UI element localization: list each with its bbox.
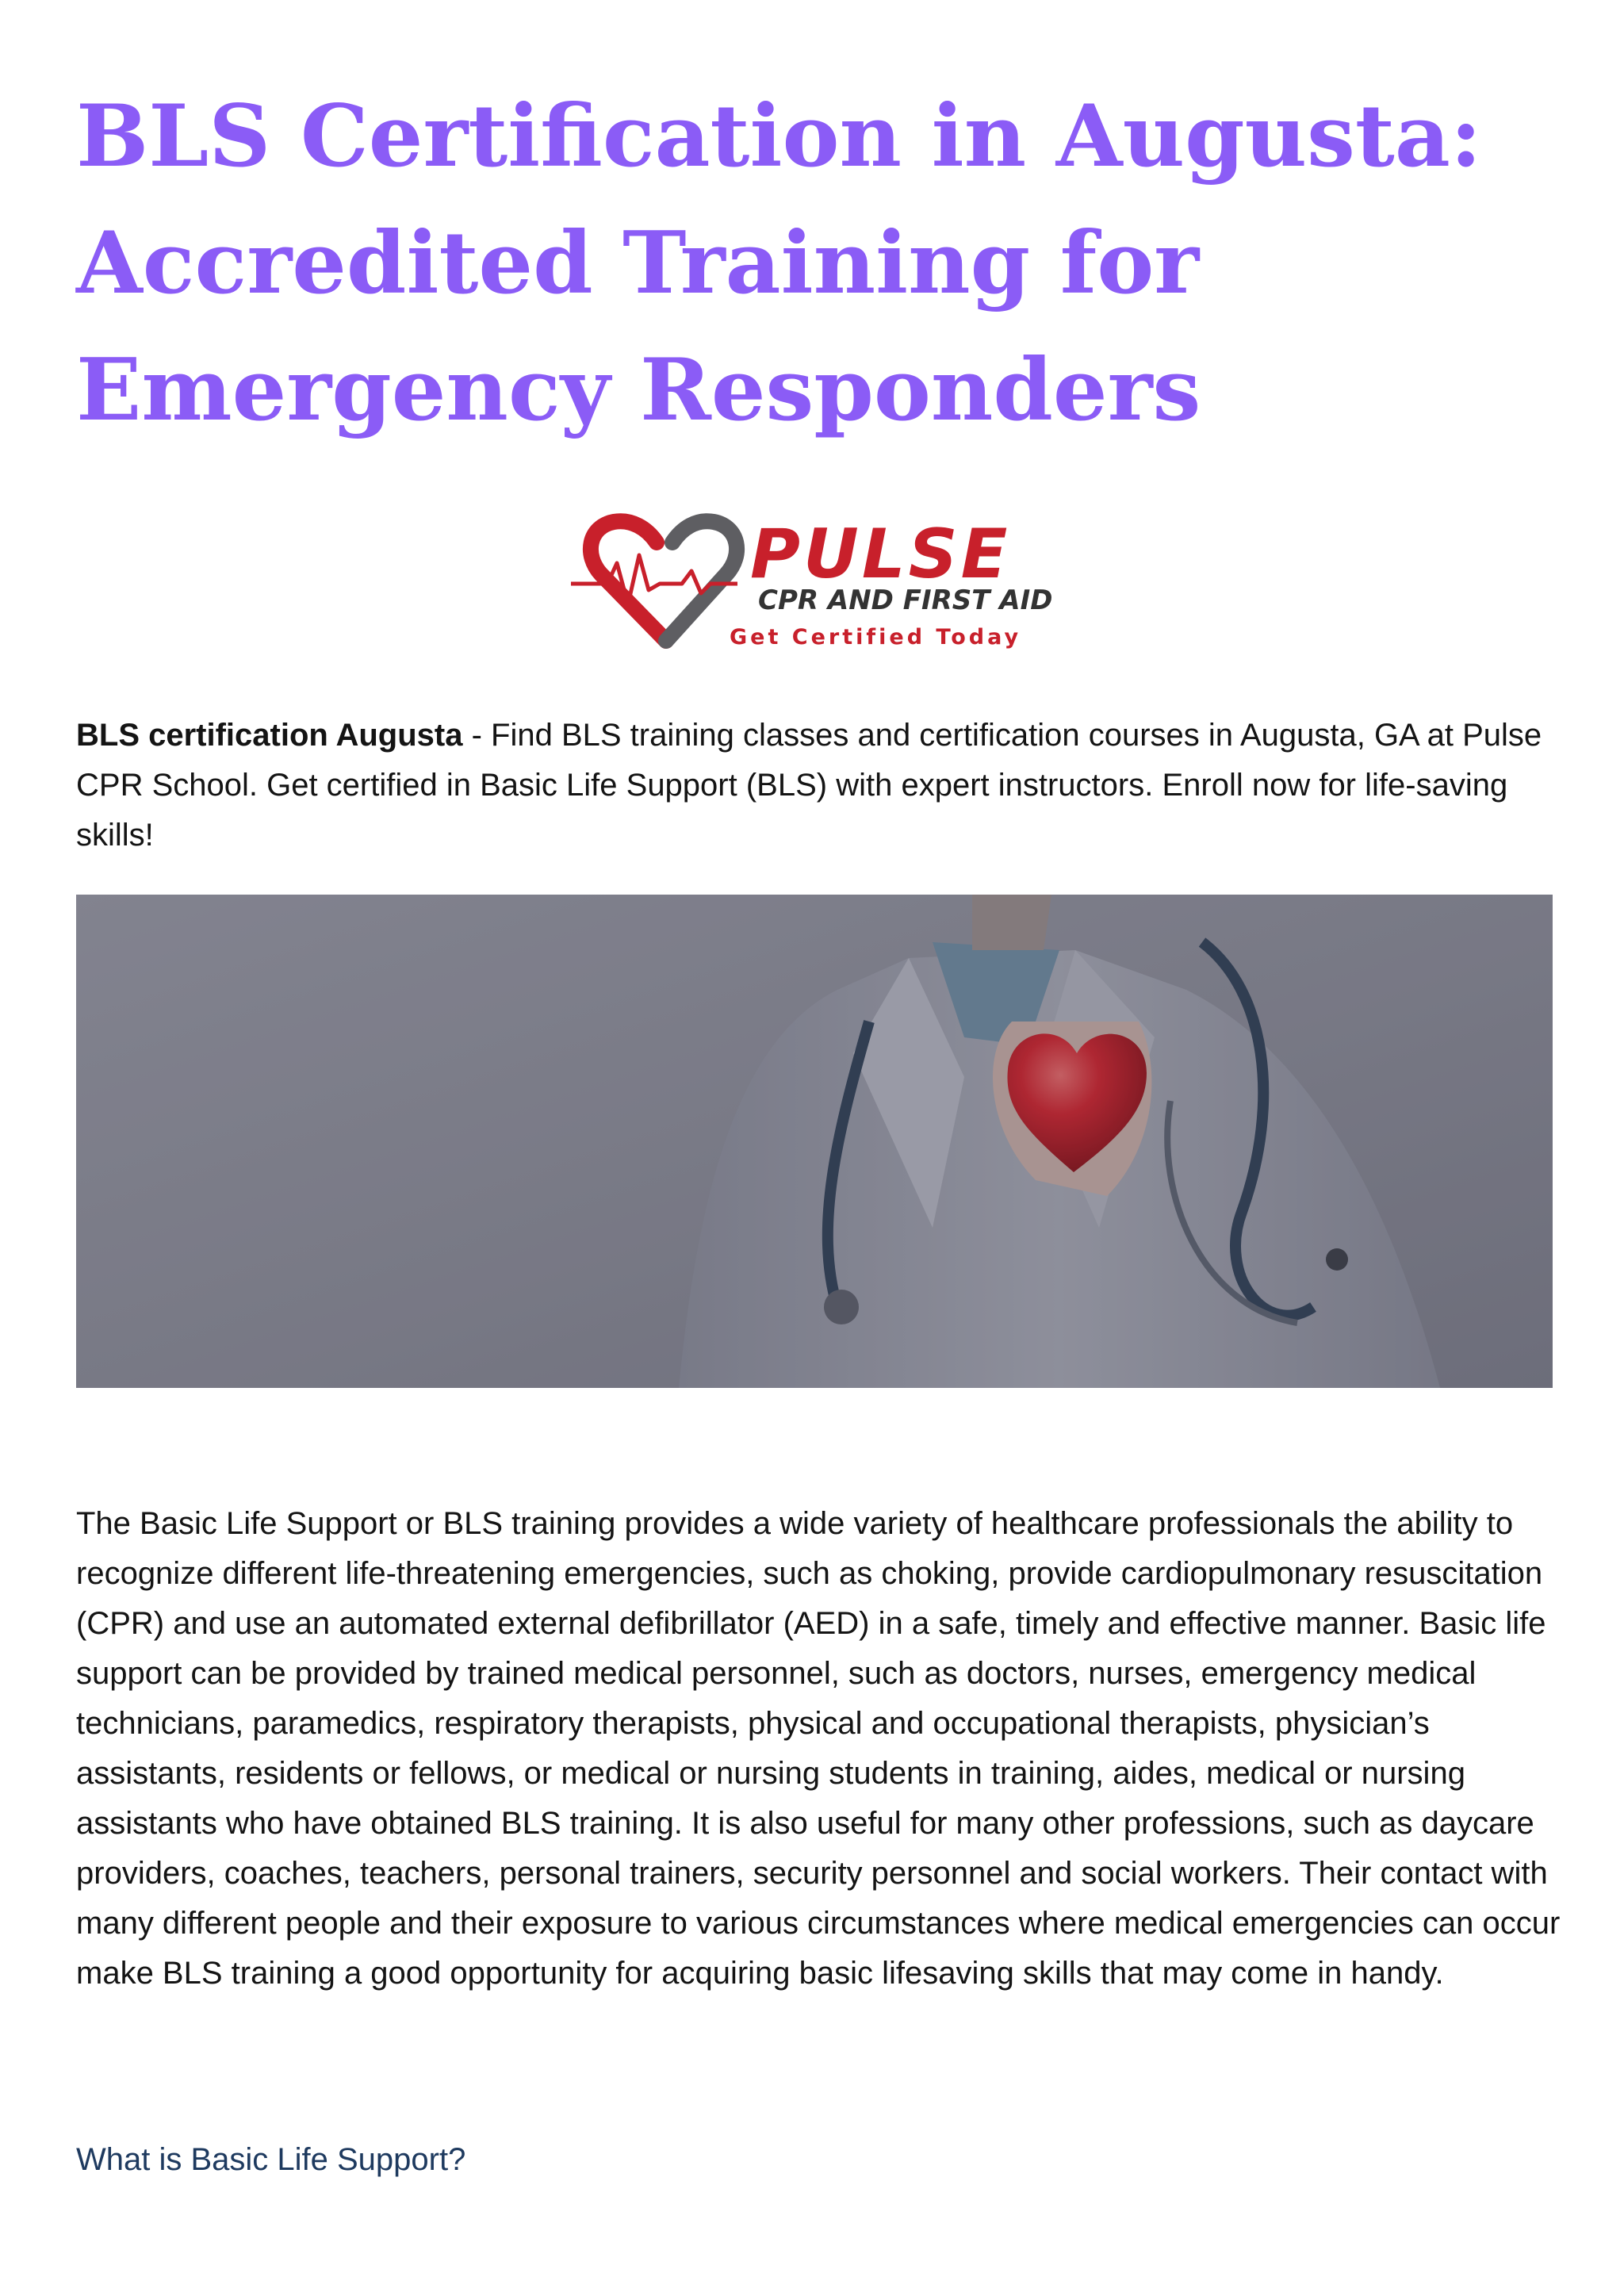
page-title-line-1: BLS Certification in Augusta:	[76, 86, 1482, 186]
intro-paragraph	[76, 711, 1567, 861]
logo-brand: PULSE	[750, 515, 1011, 594]
logo-subtitle: CPR AND FIRST AID	[758, 585, 1053, 616]
intro-keyword: BLS certification Augusta	[76, 718, 463, 753]
pulse-logo	[571, 508, 1063, 658]
heart-logo-icon	[571, 521, 737, 641]
body-paragraph: The Basic Life Support or BLS training provides a wide variety of healthcare professionals the ability to recognize different life-threatening emergencies, such as choking, provide cardiopulmonary resuscitation (CPR) and use an automated external defibrillator (AED) in a safe, timely and effective manner. Basic life support can be provided by trained medical personnel, such as doctors, nurses, emergency medical technicians, paramedics, respiratory therapists, physical and occupational therapists, physician’s assistants, residents or fellows, or medical or nursing students in training, aides, medical or nursing assistants who have obtained BLS training. It is also useful for many other professions, such as daycare providers, coaches, teachers, personal trainers, security personnel and social workers. Their contact with many different people and their exposure to various circumstances where medical emergencies can occur make BLS training a good opportunity for acquiring basic lifesaving skills that may come in handy.	[76, 1506, 1561, 1991]
page-title-line-3: Emergency Responders	[76, 340, 1201, 440]
page-title-line-2: Accredited Training for	[76, 213, 1200, 313]
logo-tagline: Get Certified Today	[730, 625, 1022, 650]
what-is-bls-link[interactable]: What is Basic Life Support?	[76, 2142, 466, 2177]
intro-text: - Find BLS training classes and certification courses in Augusta, GA at Pulse CPR School. Get certified in Basic Life Support (BLS) with expert instructors. Enroll now for life-saving skills!	[76, 718, 1542, 853]
hero-image	[76, 895, 1553, 1388]
page-title	[76, 73, 1503, 454]
